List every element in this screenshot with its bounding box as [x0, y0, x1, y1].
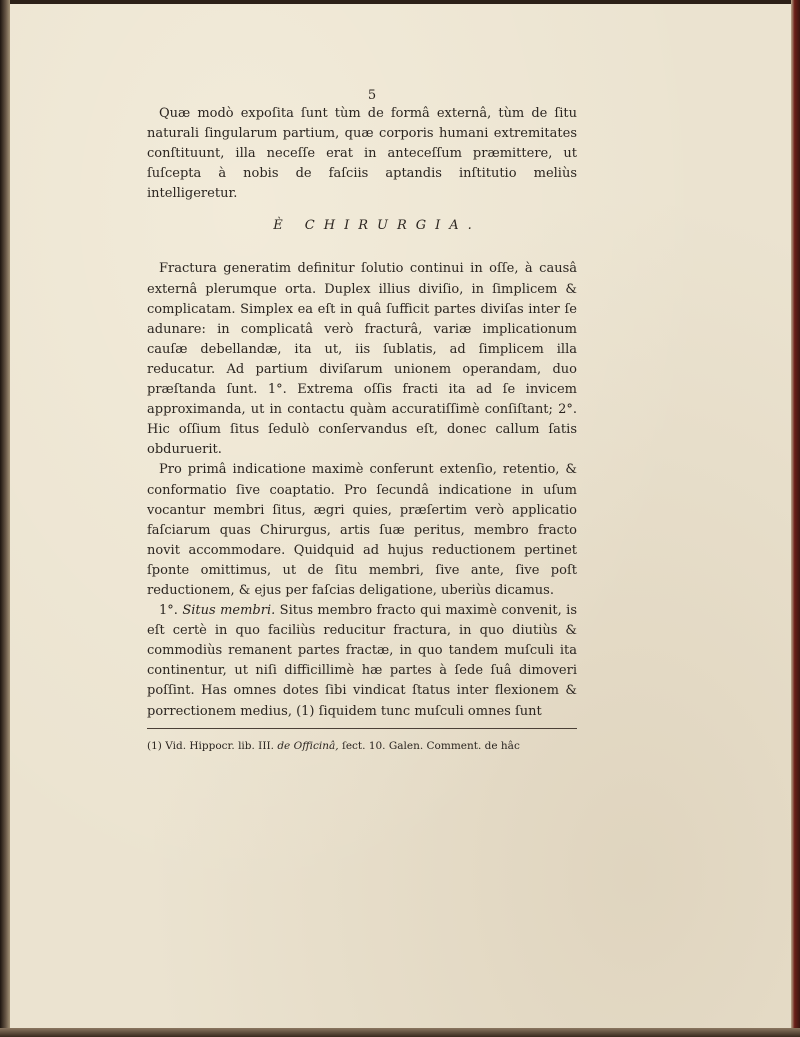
intro-paragraph: Quæ modò expoſita ſunt tùm de formâ externâ, tùm de ſitu naturali ſingularum partium, quæ corporis humani extremitates conſtituunt, illa neceſſe erat in anteceſſum præmittere, ut ſuſcepta à nobis de faſciis aptandis inſtitutio meliùs intelligeretur.: [147, 106, 577, 202]
paragraph-body: Situs membro fracto qui maximè convenit, is eſt certè in quo faciliùs reducitur fractura, in quo diutiùs & commodiùs remanent partes fractæ, in quo tandem muſculi ita continentur, ut niſi difficillimè hæ partes à ſede ſuâ dimoveri poſſint. Has omnes dotes ſibi vindicat ſtatus inter flexionem & porrectionem medius, (1) ſiquidem tunc muſculi omnes ſunt: [147, 603, 577, 719]
paragraph-label: Situs membri.: [182, 603, 276, 619]
book-page: [10, 4, 791, 1028]
footnote-ref: (1) Vid. Hippocr. lib. III.: [147, 739, 274, 752]
section-heading: È CHIRURGIA.: [273, 218, 481, 234]
page-number: 5: [367, 88, 377, 103]
paragraph-indicatione: Pro primâ indicatione maximè conferunt extenſio, retentio, & conformatio ſive coaptatio. Pro ſecundâ indicatione in uſum vocantur membri ſitus, ægri quies, præſertim verò applicatio faſciarum quas Chirurgus, artis ſuæ peritus, membro fracto novit accommodare. Quidquid ad hujus reductionem pertinet ſponte omittimus, ut de ſitu membri, ſive ante, ſive poſt reductionem, & ejus per faſcias deligatione, uberiùs dicamus.: [147, 462, 577, 598]
paragraph-number: 1°.: [159, 603, 178, 619]
paragraph-fractura: Fractura generatim definitur ſolutio continui in oſſe, à causâ externâ plerumque orta. Duplex illius diviſio, in ſimplicem & complicatam. Simplex ea eſt in quâ ſufficit partes diviſas inter ſe adunare: in complicatâ verò fracturâ, variæ implicationum cauſæ debellandæ, ita ut, iis ſublatis, ad ſimplicem illa reducatur. Ad partium diviſarum unionem operandam, duo præſtanda ſunt. 1°. Extrema oſſis fracti ita ad ſe invicem approximanda, ut in contactu quàm accuratiſſimè conſiſtant; 2°. Hic oſſium ſitus ſedulò conſervandus eſt, donec callum ſatis obduruerit.: [147, 261, 577, 458]
footnote-source: de Officinâ,: [277, 739, 339, 752]
footnote-rule: [147, 728, 577, 729]
book-cover-edge: [791, 0, 800, 1037]
page-text-block: [147, 88, 577, 753]
book-bottom-edge: [0, 1028, 800, 1037]
footnote-rest: ſect. 10. Galen. Comment. de hâc: [341, 739, 520, 752]
footnote: [147, 739, 577, 753]
book-gutter-shadow: [0, 0, 10, 1037]
paragraph-situs-membri: [147, 601, 577, 722]
